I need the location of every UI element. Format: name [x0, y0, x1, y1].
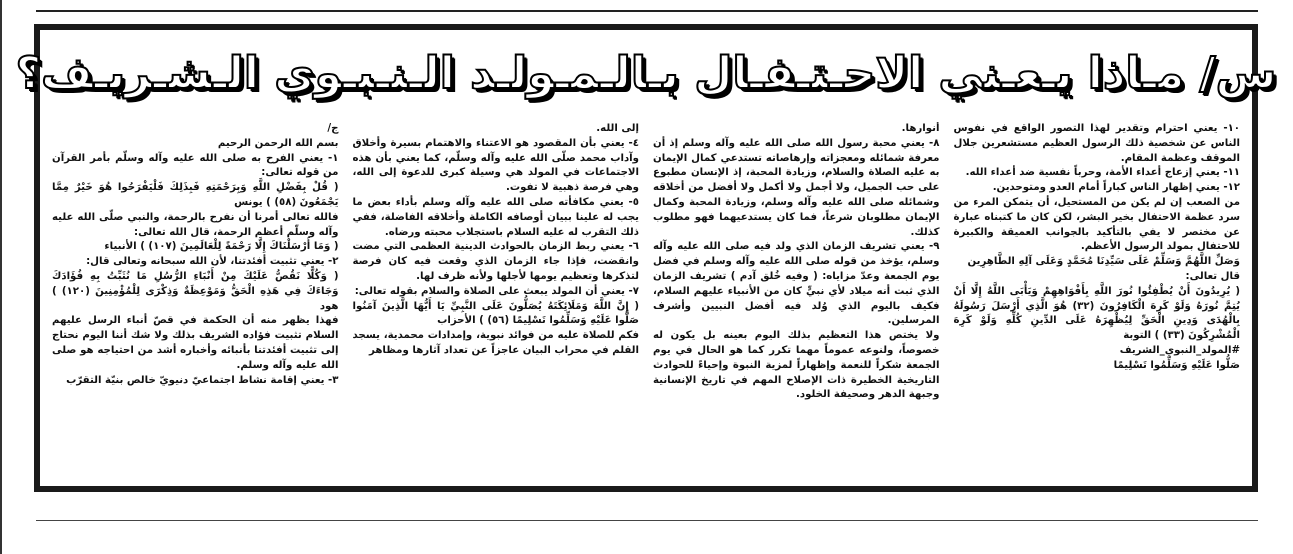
paragraph: بسم الله الرحمن الرحيم	[217, 137, 339, 149]
paragraph: ج/	[327, 123, 339, 134]
paragraph: فكم للصلاة عليه من فوائد نبوية، وإمدادات محمدية، يسجد القلم في محراب البيان عاجزاً عن تعداد آثارها ومظاهر	[352, 330, 639, 356]
paragraph: ( قُلْ بِفَضْلِ اللَّهِ وَبِرَحْمَتِهِ فَبِذَلِكَ فَلْيَفْرَحُوا هُوَ خَيْرٌ مِمَّا يَجْمَعُونَ (٥٨) ) يونس	[52, 182, 339, 208]
headline	[15, 30, 1277, 116]
paragraph: فالله تعالى أمرنا أن نفرح بالرحمة، والنبي صلّى الله عليه وآله وسلّم أعظم الرحمة، قال الله تعالى:	[52, 211, 339, 238]
paragraph: ١٠- يعني احترام وتقدير لهذا التصور الواقع في نفوس الناس عن شخصية ذلك الرسول العظيم مستشعرين جلال الموقف وعظمة المقام.	[953, 123, 1240, 164]
column-3	[653, 122, 940, 480]
paragraph: ( يُرِيدُونَ أَنْ يُطْفِئُوا نُورَ اللَّهِ بِأَفْوَاهِهِمْ وَيَأْبَى اللَّهُ إِلَّا أَنْ يُتِمَّ نُورَهُ وَلَوْ كَرِهَ الْكَافِرُونَ (٣٢) هُوَ الَّذِي أَرْسَلَ رَسُولَهُ بِالْهُدَى وَدِينِ الْحَقِّ لِيُظْهِرَهُ عَلَى الدِّينِ كُلِّهِ وَلَوْ كَرِهَ الْمُشْرِكُونَ (٣٣) ) التوبة	[953, 285, 1240, 342]
article-body	[15, 30, 1277, 486]
text-columns	[52, 122, 1240, 480]
paragraph: ١١- يعني إزعاج أعداء الأمة، وحرباً نفسية ضد أعداء الله.	[965, 167, 1240, 179]
paragraph: ( إِنَّ اللَّهَ وَمَلَائِكَتَهُ يُصَلُّونَ عَلَى النَّبِيِّ يَا أَيُّهَا الَّذِينَ آمَنُوا صَلُّوا عَلَيْهِ وَسَلِّمُوا تَسْلِيمًا (٥٦) ) الأحزاب	[352, 300, 639, 327]
paragraph: ١٢- يعني إظهار الناس كباراً أمام العدو ومتوحدين.	[992, 182, 1240, 194]
bottom-rule	[36, 520, 1258, 521]
paragraph: ولا يختص هذا التعظيم بذلك اليوم بعينه بل يكون له خصوصاً، ولنوعه عموماً مهما تكرر كما هو الحال في يوم الجمعة شكراً للنعمة وإظهاراً لمزية النبوة وإحياءً للحوادث التاريخية الخطيرة ذات الإصلاح المهم في تاريخ الإنسانية وجبهة الدهر وصحيفة الخلود.	[653, 330, 940, 401]
paragraph: ٦- يعني ربط الزمان بالحوادث الدينية العظمى التي مضت وانقضت، فإذا جاء الزمان الذي وقعت فيه كان فرصة لتذكرها وتعظيم يومها لأجلها ولأنه ظرف لها.	[352, 241, 639, 282]
paragraph: ٣- يعني إقامة نشاط اجتماعيّ دنيويّ خالص بنيّة التقرّب	[66, 374, 339, 386]
paragraph: ٥- يعني مكافأته صلى الله عليه وآله وسلم بأداء بعض ما يجب له علينا ببيان أوصافه الكاملة وأخلاقه الفاضلة، ففي ذلك التقرب له عليه السلام باستجلاب محبته ورضاه.	[352, 196, 639, 238]
paragraph: ( وَمَا أَرْسَلْنَاكَ إِلَّا رَحْمَةً لِلْعَالَمِينَ (١٠٧) ) الأنبياء	[104, 241, 339, 253]
paragraph: قال تعالى:	[1185, 270, 1240, 282]
paragraph: صَلُّوا عَلَيْهِ وَسَلِّمُوا تَسْلِيمًا	[1113, 359, 1240, 371]
paragraph: ( وَكُلًّا نَقُصُّ عَلَيْكَ مِنْ أَنْبَاءِ الرُّسُلِ مَا نُثَبِّتُ بِهِ فُؤَادَكَ وَجَاءَكَ فِي هَذِهِ الْحَقُّ وَمَوْعِظَةٌ وَذِكْرَى لِلْمُؤْمِنِينَ (١٢٠) ) هود	[52, 270, 339, 312]
paragraph: ٨- يعني محبة رسول الله صلى الله عليه وآله وسلم إذ أن معرفة شمائله ومعجزاته وإرهاصاته تستدعي كمال الإيمان به عليه الصلاة والسلام، وزيادة المحبة، إذ الإنسان مطبوع على حب الجميل، ولا أجمل ولا أكمل ولا أفضل من أخلاقه وشمائله صلى الله عليه وآله وسلم، وزيادة المحبة وكمال الإيمان مطلوبان شرعاً، فما كان يستدعيهما فهو مطلوب كذلك.	[653, 137, 940, 238]
paragraph: ٤- يعني بأن المقصود هو الاعتناء والاهتمام بسيرة وأخلاق وآداب محمد صلّى الله عليه وآله وسلّم، كما يعني بأن هذه الاجتماعات في المولد هي وسيلة كبرى للدعوة إلى الله، وهي فرصة ذهبية لا تفوت.	[352, 137, 639, 194]
column-1	[52, 122, 339, 480]
paragraph: أنوارها.	[901, 123, 940, 134]
paragraph: ١- يعني الفرح به صلى الله عليه وآله وسلّم بأمر القرآن من قوله تعالى:	[52, 152, 339, 179]
paragraph: ٧- يعني أن المولد يبعث على الصلاة والسلام بقوله تعالى:	[354, 285, 639, 297]
paragraph: فهذا يظهر منه أن الحكمة في قصّ أنباء الرسل عليهم السلام تثبيت فؤاده الشريف بذلك ولا شك أننا اليوم نحتاج إلى تثبيت أفئدتنا بأنبائه وأخباره أشد من احتياجه هو صلى الله عليه وآله وسلم.	[52, 315, 339, 371]
paragraph: ٢- يعني تثبيت أفئدتنا، لأن الله سبحانه وتعالى قال:	[86, 256, 339, 268]
headline-text: س/ مـاذا يـعـني الاحـتـفـال بـالـمـولـد الـنـبـوي الـشـريـف؟	[15, 47, 1277, 99]
column-4	[954, 122, 1241, 480]
paragraph: #المولد_النبوي_الشريف	[1119, 344, 1240, 356]
paragraph: إلى الله.	[596, 123, 639, 134]
column-2	[353, 122, 640, 480]
paragraph: وَصَلِّ اللَّهُمَّ وَسَلِّمْ عَلَى سَيِّدِنَا مُحَمَّدٍ وَعَلَى آلِهِ الطَّاهِرِين	[967, 256, 1240, 268]
paragraph: من الصعب إن لم يكن من المستحيل، أن يتمكن المرء من سرد عظمة الاحتفال بخير البشر، لكن كان ما كتبناه عبارة عن مختصر لا يفي بالتأكيد بالجوانب العميقة والكبيرة للاحتفال بمولد الرسول الأعظم.	[953, 196, 1240, 253]
paragraph: ٩- يعني تشريف الزمان الذي ولد فيه صلى الله عليه وآله وسلم، يؤخذ من قوله صلى الله عليه وآله وسلم في فضل يوم الجمعة وعدّ مزاياه: ( وفيه خُلق آدم ) تشريف الزمان الذي ثبت أنه ميلاد لأي نبيٍّ كان من الأنبياء عليهم السلام، فكيف باليوم الذي وُلد فيه أفضل النبيين وأشرف المرسلين.	[653, 241, 940, 327]
top-rule	[36, 10, 1258, 12]
article-frame	[15, 24, 1277, 492]
left-edge-rule	[0, 0, 2, 554]
